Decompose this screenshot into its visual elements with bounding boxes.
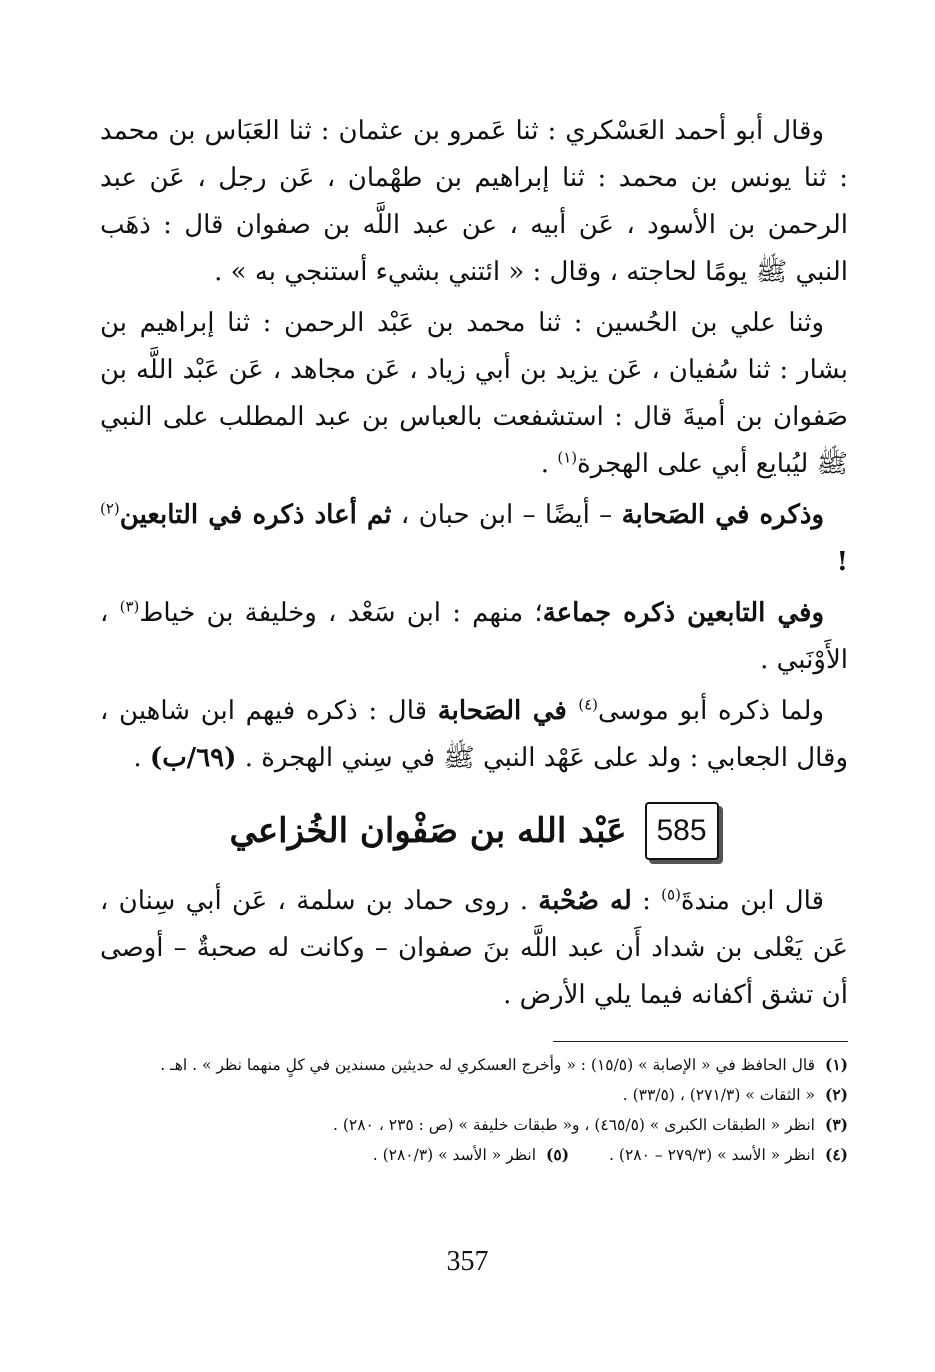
paragraph-2-end: . xyxy=(540,449,558,479)
footnote-3-text: انظر « الطبقات الكبرى » (٤٦٥/٥) ، و« طبقات خليفة » (ص : ٢٣٥ ، ٢٨٠) . xyxy=(333,1116,815,1134)
footnote-ref-5: (٥) xyxy=(661,885,681,904)
page-body xyxy=(100,108,848,1170)
paragraph-5-bold: في الصَحابة xyxy=(437,696,579,726)
footnote-ref-4: (٤) xyxy=(578,695,599,714)
paragraph-5 xyxy=(100,688,848,782)
footnote-1 xyxy=(100,1050,848,1080)
footnote-ref-1: (١) xyxy=(557,448,578,467)
paragraph-6-bold: له صُحْبة xyxy=(538,886,632,916)
paragraph-5-end: . xyxy=(133,743,150,773)
footnote-ref-2: (٢) xyxy=(100,499,120,518)
footnote-4 xyxy=(609,1140,848,1170)
paragraph-2-text: وثنا علي بن الحُسين : ثنا محمد بن عَبْد الرحمن : ثنا إبراهيم بن بشار : ثنا سُفيان ، عَن يزيد بن أبي زياد ، عَن مجاهد ، عَن عَبْد اللَّه بن صَفوان بن أميةَ قال : استشفعت بالعباس بن عبد المطلب على النبي ﷺ ليُبايع أبي على الهجرة xyxy=(100,308,848,479)
footnote-5 xyxy=(373,1140,569,1170)
paragraph-4-end: ، الأَوْنَبي . xyxy=(100,598,848,675)
footnote-2 xyxy=(100,1080,848,1110)
footnote-3-number: (٣) xyxy=(824,1115,848,1134)
footnote-5-text: انظر « الأسد » (٢٨٠/٣) . xyxy=(372,1146,537,1164)
page-number: 357 xyxy=(446,1246,489,1277)
paragraph-4 xyxy=(100,590,848,684)
paragraph-3 xyxy=(100,492,848,586)
footnote-1-number: (١) xyxy=(824,1055,848,1074)
paragraph-1-text: وقال أبو أحمد العَسْكري : ثنا عَمرو بن عثمان : ثنا العَبَاس بن محمد : ثنا يونس بن محمد : ثنا إبراهيم بن طهْمان ، عَن رجل ، عَن عبد الرحمن بن الأسود ، عَن أبيه ، عن عبد اللَّه بن صفوان قال : ذهَب النبي ﷺ يومًا لحاجته ، وقال : « ائتني بشيء أستنجي به » . xyxy=(100,116,848,287)
entry-number-box xyxy=(645,802,719,860)
footnote-1-text: قال الحافظ في « الإصابة » (١٥/٥) : « وأخرج العسكري له حديثين مسندين في كلٍ منهما نظر » . اهـ . xyxy=(160,1056,815,1074)
footnote-5-number: (٥) xyxy=(546,1145,570,1164)
footnote-2-number: (٢) xyxy=(824,1085,848,1104)
paragraph-4-mid: ؛ منهم : ابن سَعْد ، وخليفة بن خياط xyxy=(139,598,543,628)
entry-heading xyxy=(100,802,848,860)
paragraph-6-colon: : xyxy=(631,886,662,916)
paragraph-6-start: قال ابن مندةَ xyxy=(680,886,824,916)
paragraph-5-start: ولما ذكره أبو موسى xyxy=(598,696,825,726)
entry-number: 585 xyxy=(656,814,707,847)
footnote-4-number: (٤) xyxy=(824,1145,848,1164)
paragraph-5-text: قال : ذكره فيهم ابن شاهين ، وقال الجعابي : ولد على عَهْد النبي ﷺ في سِني الهجرة . xyxy=(100,696,848,773)
footnote-separator xyxy=(553,1041,848,1042)
footnote-4-text: انظر « الأسد » (٢٧٩/٣ – ٢٨٠) . xyxy=(609,1146,815,1164)
paragraph-3-end: ! xyxy=(836,547,848,577)
paragraph-6-text: . روى حماد بن سلمة ، عَن أبي سِنان ، عَن يَعْلى بن شداد أَن عبد اللَّه بنَ صفوان – وكانت له صحبةٌ – أوصى أن تشق أكفانه فيما يلي الأرض . xyxy=(100,886,848,1010)
footnote-2-text: « الثقات » (٢٧١/٣) ، (٣٣/٥) . xyxy=(622,1086,815,1104)
paragraph-4-bold: وفي التابعين ذكره جماعة xyxy=(542,598,825,628)
paragraph-3-bold-2: ثم أعاد ذكره في التابعين xyxy=(119,500,392,530)
paragraph-6 xyxy=(100,878,848,1019)
paragraph-3-mid: – أيضًا – ابن حبان ، xyxy=(391,500,622,530)
footnote-ref-3: (٣) xyxy=(119,597,140,616)
entry-name: عَبْد الله بن صَفْوان الخُزاعي xyxy=(229,811,627,851)
footnotes xyxy=(100,1050,848,1170)
folio-marker: (٦٩/ب) xyxy=(149,743,237,773)
paragraph-1 xyxy=(100,108,848,296)
footnote-row-4-5 xyxy=(100,1140,848,1170)
footnote-3 xyxy=(100,1110,848,1140)
paragraph-3-bold-1: وذكره في الصَحابة xyxy=(621,500,825,530)
paragraph-2 xyxy=(100,300,848,488)
